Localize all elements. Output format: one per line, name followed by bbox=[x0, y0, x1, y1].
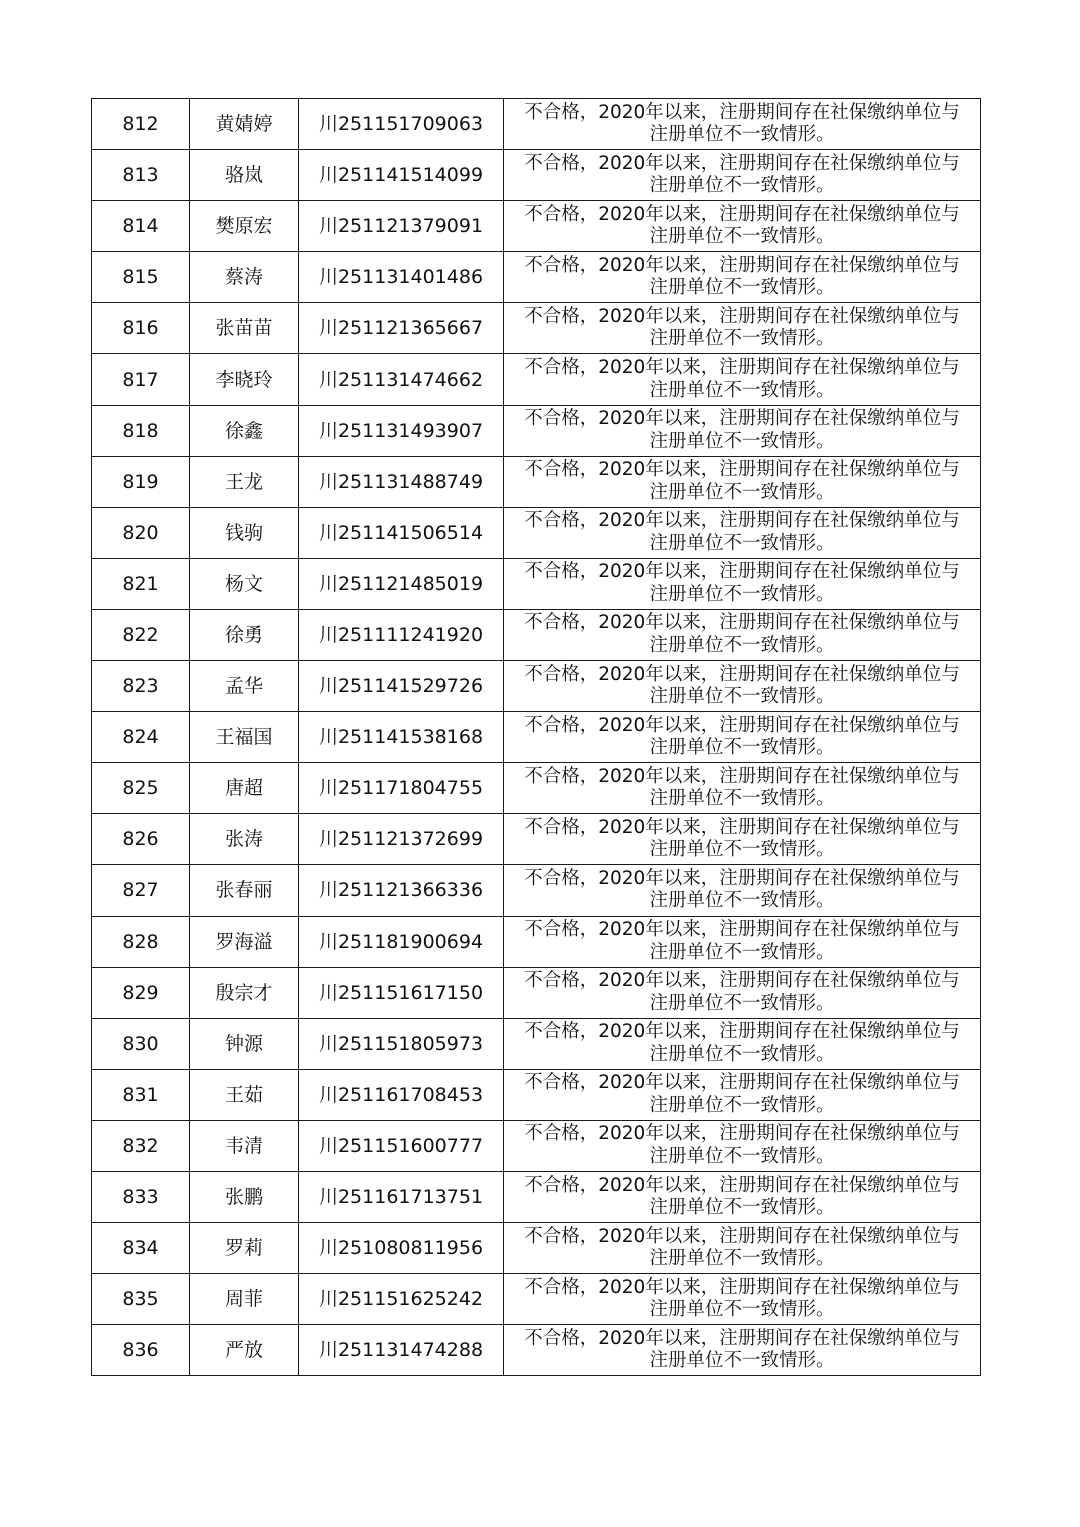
row-index-cell: 832 bbox=[92, 1120, 190, 1171]
result-line-1: 不合格，2020年以来，注册期间存在社保缴纳单位与 bbox=[524, 1123, 960, 1145]
row-name-cell: 张涛 bbox=[190, 814, 299, 865]
result-line-1: 不合格，2020年以来，注册期间存在社保缴纳单位与 bbox=[524, 970, 960, 992]
row-result-cell bbox=[504, 1274, 981, 1325]
row-cert-number-cell: 川251181900694 bbox=[299, 916, 504, 967]
result-line-2: 注册单位不一致情形。 bbox=[649, 583, 835, 605]
table-row bbox=[92, 763, 981, 814]
result-line-1: 不合格，2020年以来，注册期间存在社保缴纳单位与 bbox=[524, 1021, 960, 1043]
table-row bbox=[92, 1120, 981, 1171]
row-cert-number-cell: 川251151617150 bbox=[299, 967, 504, 1018]
row-name-cell: 王茹 bbox=[190, 1069, 299, 1120]
row-result-cell bbox=[504, 1325, 981, 1376]
row-name-cell: 蔡涛 bbox=[190, 252, 299, 303]
row-index-cell: 815 bbox=[92, 252, 190, 303]
result-line-1: 不合格，2020年以来，注册期间存在社保缴纳单位与 bbox=[524, 714, 960, 736]
row-index-cell: 831 bbox=[92, 1069, 190, 1120]
table-row bbox=[92, 150, 981, 201]
row-name-cell: 钟源 bbox=[190, 1018, 299, 1069]
row-cert-number-cell: 川251121372699 bbox=[299, 814, 504, 865]
result-line-1: 不合格，2020年以来，注册期间存在社保缴纳单位与 bbox=[524, 1327, 960, 1349]
row-cert-number-cell: 川251111241920 bbox=[299, 609, 504, 660]
row-name-cell: 张春丽 bbox=[190, 865, 299, 916]
result-text bbox=[524, 1072, 960, 1117]
result-line-2: 注册单位不一致情形。 bbox=[649, 175, 835, 197]
result-line-2: 注册单位不一致情形。 bbox=[649, 1350, 835, 1372]
row-result-cell bbox=[504, 712, 981, 763]
result-line-1: 不合格，2020年以来，注册期间存在社保缴纳单位与 bbox=[524, 919, 960, 941]
result-line-1: 不合格，2020年以来，注册期间存在社保缴纳单位与 bbox=[524, 561, 960, 583]
row-name-cell: 樊原宏 bbox=[190, 201, 299, 252]
row-result-cell bbox=[504, 814, 981, 865]
result-text bbox=[524, 357, 960, 402]
result-line-1: 不合格，2020年以来，注册期间存在社保缴纳单位与 bbox=[524, 305, 960, 327]
table-row bbox=[92, 99, 981, 150]
row-result-cell bbox=[504, 1018, 981, 1069]
row-cert-number-cell: 川251141529726 bbox=[299, 661, 504, 712]
result-text bbox=[524, 1226, 960, 1271]
row-index-cell: 819 bbox=[92, 456, 190, 507]
row-name-cell: 殷宗才 bbox=[190, 967, 299, 1018]
result-line-2: 注册单位不一致情形。 bbox=[649, 532, 835, 554]
row-result-cell bbox=[504, 1120, 981, 1171]
row-index-cell: 826 bbox=[92, 814, 190, 865]
row-cert-number-cell: 川251151805973 bbox=[299, 1018, 504, 1069]
result-text bbox=[524, 919, 960, 964]
row-name-cell: 徐鑫 bbox=[190, 405, 299, 456]
table-row bbox=[92, 1069, 981, 1120]
result-text bbox=[524, 664, 960, 709]
result-text bbox=[524, 408, 960, 453]
result-line-1: 不合格，2020年以来，注册期间存在社保缴纳单位与 bbox=[524, 1072, 960, 1094]
row-result-cell bbox=[504, 99, 981, 150]
row-index-cell: 822 bbox=[92, 609, 190, 660]
row-index-cell: 825 bbox=[92, 763, 190, 814]
result-text bbox=[524, 102, 960, 147]
row-cert-number-cell: 川251151709063 bbox=[299, 99, 504, 150]
row-result-cell bbox=[504, 405, 981, 456]
result-text bbox=[524, 1175, 960, 1220]
table-row bbox=[92, 201, 981, 252]
row-result-cell bbox=[504, 1223, 981, 1274]
result-line-2: 注册单位不一致情形。 bbox=[649, 788, 835, 810]
row-cert-number-cell: 川251131488749 bbox=[299, 456, 504, 507]
row-result-cell bbox=[504, 558, 981, 609]
result-text bbox=[524, 1123, 960, 1168]
row-name-cell: 张鹏 bbox=[190, 1171, 299, 1222]
row-result-cell bbox=[504, 661, 981, 712]
row-index-cell: 829 bbox=[92, 967, 190, 1018]
result-line-2: 注册单位不一致情形。 bbox=[649, 1197, 835, 1219]
row-name-cell: 钱驹 bbox=[190, 507, 299, 558]
result-line-2: 注册单位不一致情形。 bbox=[649, 430, 835, 452]
row-index-cell: 817 bbox=[92, 354, 190, 405]
table-row bbox=[92, 303, 981, 354]
row-name-cell: 唐超 bbox=[190, 763, 299, 814]
row-name-cell: 王福国 bbox=[190, 712, 299, 763]
row-result-cell bbox=[504, 252, 981, 303]
result-text bbox=[524, 561, 960, 606]
row-name-cell: 韦清 bbox=[190, 1120, 299, 1171]
table-row bbox=[92, 1325, 981, 1376]
result-line-2: 注册单位不一致情形。 bbox=[649, 941, 835, 963]
result-line-2: 注册单位不一致情形。 bbox=[649, 226, 835, 248]
row-cert-number-cell: 川251141506514 bbox=[299, 507, 504, 558]
row-result-cell bbox=[504, 1171, 981, 1222]
row-index-cell: 833 bbox=[92, 1171, 190, 1222]
row-result-cell bbox=[504, 507, 981, 558]
row-index-cell: 821 bbox=[92, 558, 190, 609]
row-cert-number-cell: 川251131474288 bbox=[299, 1325, 504, 1376]
row-cert-number-cell: 川251131493907 bbox=[299, 405, 504, 456]
result-text bbox=[524, 868, 960, 913]
row-cert-number-cell: 川251080811956 bbox=[299, 1223, 504, 1274]
row-index-cell: 820 bbox=[92, 507, 190, 558]
row-cert-number-cell: 川251121379091 bbox=[299, 201, 504, 252]
row-name-cell: 罗莉 bbox=[190, 1223, 299, 1274]
row-cert-number-cell: 川251161713751 bbox=[299, 1171, 504, 1222]
table-row bbox=[92, 558, 981, 609]
row-result-cell bbox=[504, 609, 981, 660]
result-line-2: 注册单位不一致情形。 bbox=[649, 124, 835, 146]
result-line-1: 不合格，2020年以来，注册期间存在社保缴纳单位与 bbox=[524, 101, 960, 123]
table-row bbox=[92, 354, 981, 405]
table-row bbox=[92, 814, 981, 865]
result-line-2: 注册单位不一致情形。 bbox=[649, 634, 835, 656]
row-result-cell bbox=[504, 201, 981, 252]
table-row bbox=[92, 456, 981, 507]
row-name-cell: 徐勇 bbox=[190, 609, 299, 660]
row-index-cell: 834 bbox=[92, 1223, 190, 1274]
row-index-cell: 836 bbox=[92, 1325, 190, 1376]
result-line-1: 不合格，2020年以来，注册期间存在社保缴纳单位与 bbox=[524, 254, 960, 276]
row-index-cell: 835 bbox=[92, 1274, 190, 1325]
result-line-1: 不合格，2020年以来，注册期间存在社保缴纳单位与 bbox=[524, 1174, 960, 1196]
result-line-2: 注册单位不一致情形。 bbox=[649, 1043, 835, 1065]
row-index-cell: 830 bbox=[92, 1018, 190, 1069]
table-row bbox=[92, 865, 981, 916]
result-line-1: 不合格，2020年以来，注册期间存在社保缴纳单位与 bbox=[524, 1225, 960, 1247]
row-cert-number-cell: 川251141514099 bbox=[299, 150, 504, 201]
row-name-cell: 王龙 bbox=[190, 456, 299, 507]
row-name-cell: 严放 bbox=[190, 1325, 299, 1376]
result-line-2: 注册单位不一致情形。 bbox=[649, 839, 835, 861]
result-text bbox=[524, 153, 960, 198]
table-row bbox=[92, 252, 981, 303]
result-line-2: 注册单位不一致情形。 bbox=[649, 1145, 835, 1167]
row-cert-number-cell: 川251121365667 bbox=[299, 303, 504, 354]
result-line-2: 注册单位不一致情形。 bbox=[649, 686, 835, 708]
row-cert-number-cell: 川251151625242 bbox=[299, 1274, 504, 1325]
result-line-1: 不合格，2020年以来，注册期间存在社保缴纳单位与 bbox=[524, 816, 960, 838]
result-text bbox=[524, 766, 960, 811]
row-name-cell: 杨文 bbox=[190, 558, 299, 609]
result-text bbox=[524, 1277, 960, 1322]
result-line-1: 不合格，2020年以来，注册期间存在社保缴纳单位与 bbox=[524, 408, 960, 430]
row-cert-number-cell: 川251141538168 bbox=[299, 712, 504, 763]
row-name-cell: 张苗苗 bbox=[190, 303, 299, 354]
result-line-1: 不合格，2020年以来，注册期间存在社保缴纳单位与 bbox=[524, 612, 960, 634]
table-row bbox=[92, 712, 981, 763]
row-name-cell: 黄婧婷 bbox=[190, 99, 299, 150]
result-line-2: 注册单位不一致情形。 bbox=[649, 1299, 835, 1321]
result-line-2: 注册单位不一致情形。 bbox=[649, 737, 835, 759]
result-line-1: 不合格，2020年以来，注册期间存在社保缴纳单位与 bbox=[524, 357, 960, 379]
row-name-cell: 孟华 bbox=[190, 661, 299, 712]
result-line-1: 不合格，2020年以来，注册期间存在社保缴纳单位与 bbox=[524, 459, 960, 481]
row-result-cell bbox=[504, 456, 981, 507]
result-text bbox=[524, 510, 960, 555]
row-name-cell: 罗海溢 bbox=[190, 916, 299, 967]
result-text bbox=[524, 306, 960, 351]
result-line-1: 不合格，2020年以来，注册期间存在社保缴纳单位与 bbox=[524, 203, 960, 225]
table-row bbox=[92, 507, 981, 558]
result-line-2: 注册单位不一致情形。 bbox=[649, 328, 835, 350]
result-text bbox=[524, 715, 960, 760]
row-name-cell: 周菲 bbox=[190, 1274, 299, 1325]
result-line-2: 注册单位不一致情形。 bbox=[649, 890, 835, 912]
row-cert-number-cell: 川251131401486 bbox=[299, 252, 504, 303]
result-text bbox=[524, 1021, 960, 1066]
row-index-cell: 823 bbox=[92, 661, 190, 712]
table-row bbox=[92, 916, 981, 967]
row-index-cell: 813 bbox=[92, 150, 190, 201]
row-name-cell: 李晓玲 bbox=[190, 354, 299, 405]
row-index-cell: 828 bbox=[92, 916, 190, 967]
result-line-2: 注册单位不一致情形。 bbox=[649, 277, 835, 299]
result-line-1: 不合格，2020年以来，注册期间存在社保缴纳单位与 bbox=[524, 510, 960, 532]
table-row bbox=[92, 1274, 981, 1325]
row-index-cell: 812 bbox=[92, 99, 190, 150]
result-text bbox=[524, 817, 960, 862]
row-result-cell bbox=[504, 1069, 981, 1120]
result-line-1: 不合格，2020年以来，注册期间存在社保缴纳单位与 bbox=[524, 663, 960, 685]
table-row bbox=[92, 1171, 981, 1222]
row-cert-number-cell: 川251121485019 bbox=[299, 558, 504, 609]
row-result-cell bbox=[504, 303, 981, 354]
result-text bbox=[524, 459, 960, 504]
row-index-cell: 824 bbox=[92, 712, 190, 763]
result-text bbox=[524, 1328, 960, 1373]
row-index-cell: 814 bbox=[92, 201, 190, 252]
row-result-cell bbox=[504, 916, 981, 967]
result-text bbox=[524, 612, 960, 657]
result-text bbox=[524, 204, 960, 249]
row-cert-number-cell: 川251131474662 bbox=[299, 354, 504, 405]
row-cert-number-cell: 川251151600777 bbox=[299, 1120, 504, 1171]
result-text bbox=[524, 970, 960, 1015]
row-name-cell: 骆岚 bbox=[190, 150, 299, 201]
result-line-1: 不合格，2020年以来，注册期间存在社保缴纳单位与 bbox=[524, 152, 960, 174]
result-line-2: 注册单位不一致情形。 bbox=[649, 379, 835, 401]
results-table bbox=[91, 98, 981, 1376]
table-row bbox=[92, 1018, 981, 1069]
result-line-1: 不合格，2020年以来，注册期间存在社保缴纳单位与 bbox=[524, 1276, 960, 1298]
row-result-cell bbox=[504, 865, 981, 916]
row-result-cell bbox=[504, 763, 981, 814]
result-line-1: 不合格，2020年以来，注册期间存在社保缴纳单位与 bbox=[524, 867, 960, 889]
result-line-2: 注册单位不一致情形。 bbox=[649, 1248, 835, 1270]
table-row bbox=[92, 967, 981, 1018]
table-row bbox=[92, 1223, 981, 1274]
row-index-cell: 827 bbox=[92, 865, 190, 916]
table-body bbox=[92, 99, 981, 1376]
result-text bbox=[524, 255, 960, 300]
row-index-cell: 818 bbox=[92, 405, 190, 456]
row-result-cell bbox=[504, 967, 981, 1018]
result-line-2: 注册单位不一致情形。 bbox=[649, 992, 835, 1014]
table-row bbox=[92, 661, 981, 712]
row-result-cell bbox=[504, 354, 981, 405]
row-cert-number-cell: 川251171804755 bbox=[299, 763, 504, 814]
table-row bbox=[92, 405, 981, 456]
result-line-2: 注册单位不一致情形。 bbox=[649, 481, 835, 503]
row-result-cell bbox=[504, 150, 981, 201]
row-index-cell: 816 bbox=[92, 303, 190, 354]
table-row bbox=[92, 609, 981, 660]
row-cert-number-cell: 川251161708453 bbox=[299, 1069, 504, 1120]
row-cert-number-cell: 川251121366336 bbox=[299, 865, 504, 916]
result-line-1: 不合格，2020年以来，注册期间存在社保缴纳单位与 bbox=[524, 765, 960, 787]
result-line-2: 注册单位不一致情形。 bbox=[649, 1094, 835, 1116]
